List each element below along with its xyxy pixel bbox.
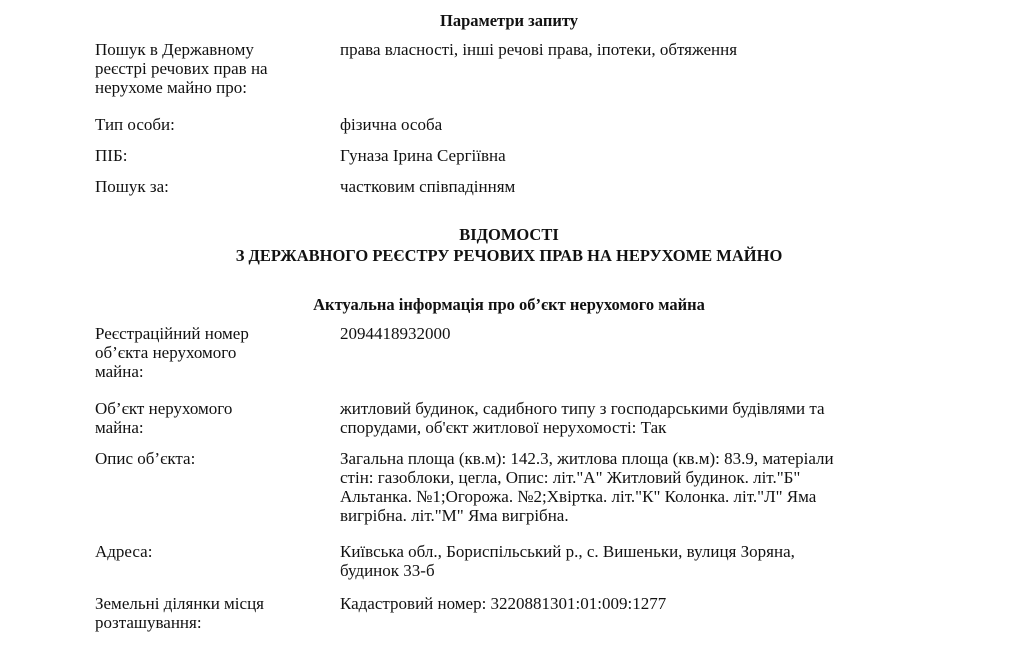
row-label-land-plots: Земельні ділянки місця розташування:	[95, 594, 264, 632]
row-label-registration-number: Реєстраційний номер об’єкта нерухомого майна:	[95, 324, 249, 381]
row-value-search-by: частковим співпадінням	[340, 177, 516, 196]
row-label-full-name: ПІБ:	[95, 146, 128, 165]
row-label-search-in-registry: Пошук в Державному реєстрі речових прав на нерухоме майно про:	[95, 40, 268, 97]
row-label-search-by: Пошук за:	[95, 177, 169, 196]
row-label-person-type: Тип особи:	[95, 115, 175, 134]
row-value-person-type: фізична особа	[340, 115, 443, 134]
report-title-line1: ВІДОМОСТІ	[459, 225, 559, 244]
report-title-line2: З ДЕРЖАВНОГО РЕЄСТРУ РЕЧОВИХ ПРАВ НА НЕРУХОМЕ МАЙНО	[235, 246, 783, 265]
row-value-search-in-registry: права власності, інші речові права, іпотеки, обтяження	[340, 40, 738, 59]
object-info-title: Актуальна інформація про об’єкт нерухомого майна	[313, 295, 705, 314]
row-label-address: Адреса:	[95, 542, 153, 561]
query-params-title: Параметри запиту	[439, 11, 578, 30]
row-value-full-name: Гуназа Ірина Сергіївна	[340, 146, 506, 165]
row-value-property-object: житловий будинок, садибного типу з господарськими будівлями та спорудами, об'єкт житлової нерухомості: Так	[340, 399, 825, 437]
row-value-land-plots: Кадастровий номер: 3220881301:01:009:1277	[340, 594, 667, 613]
row-value-object-description: Загальна площа (кв.м): 142.3, житлова площа (кв.м): 83.9, матеріали стін: газоблоки, цегла, Опис: літ."А" Житловий будинок. літ."Б" Альтанка. №1;Огорожа. №2;Хвіртка. літ."К" Колонка. літ."Л" Яма вигрібна. літ."М" Яма вигрібна.	[340, 449, 834, 525]
row-value-address: Київська обл., Бориспільський р., с. Вишеньки, вулиця Зоряна, будинок 33-б	[340, 542, 795, 580]
row-label-property-object: Об’єкт нерухомого майна:	[95, 399, 233, 437]
row-label-object-description: Опис об’єкта:	[95, 449, 196, 468]
row-value-registration-number: 2094418932000	[340, 324, 451, 343]
